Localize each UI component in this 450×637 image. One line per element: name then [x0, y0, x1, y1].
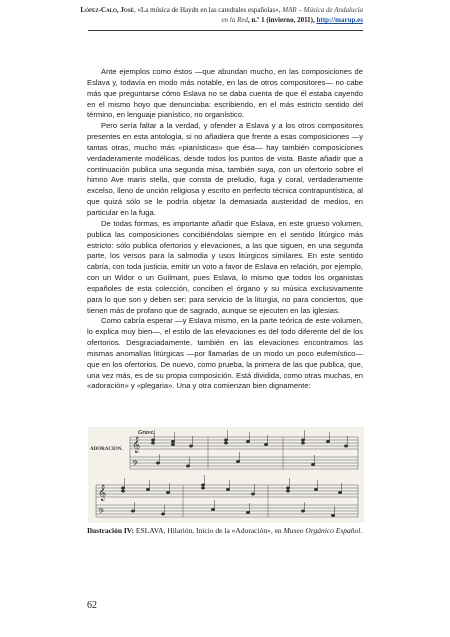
caption-end: . — [360, 526, 363, 535]
caption-source: Museo Orgánico Español — [283, 526, 361, 535]
header-divider — [88, 30, 363, 31]
paragraph-1: Ante ejemplos como éstos —que abundan mucho, en las composiciones de Eslava y, todavía en modo más notable, en las de otros compositores— no cabe más que preguntarse cómo Eslava no se daba cuenta de que él estaba cayendo en el mismo hoyo que denunciaba: escribiendo, en el más estricto sentido del término, en lenguaje pianístico, no organístico. — [87, 67, 363, 120]
header-title: , «La música de Haydn en las catedrales españolas», — [133, 6, 281, 14]
svg-text:𝄞: 𝄞 — [132, 437, 141, 453]
paragraph-4: Como cabría esperar —y Eslava mismo, en la parte teórica de este volumen, lo explica muy bien—, el estilo de las elevaciones es del todo diferente del de los ofertorios. Desgraciadamente, también en las elevaciones encontramos las mismas anomalías litúrgicas —por llamarlas de un modo un poco eufemístico— que en los ofertorios. De nuevo, como prueba, la primera de las que publica, que, una vez más, es de su propia composición. Está dividida, como otras muchas, en «adoración» y «plegaria». Una y otra comienzan bien dignamente: — [87, 316, 363, 391]
caption-label: Ilustración IV: — [87, 526, 135, 535]
header-url-link[interactable]: http://marup.es — [316, 16, 363, 24]
running-header — [33, 5, 363, 25]
caption-text: ESLAVA, Hilarión, Inicio de la «Adoración», en — [134, 526, 284, 535]
body-text — [87, 67, 363, 392]
paragraph-2: Pero sería faltar a la verdad, y ofender a Eslava y a los otros compositores presentes en esta antología, si no añadiera que frente a esas composiciones —y tantas otras, mucho más «pianísticas» que ésa— hay también composiciones verdaderamente modélicas, desde todos los puntos de vista. Baste añadir que a continuación publica una segunda misa, también suya, con un ofertorio sobre el himno Ave maris stella, que consta de preludio, fuga y coral, verdaderamente excelso, lleno de unción religiosa y escrito en perfecto técnica contrapuntística, al que quizá sólo se le podría objetar la demasiada austeridad de medios, en particular en la fuga. — [87, 121, 363, 217]
header-issue: , n.º 1 (invierno, 2011), — [247, 16, 315, 24]
svg-text:𝄢: 𝄢 — [132, 460, 139, 471]
page-number: 62 — [87, 600, 97, 611]
header-journal: MAR – Música de Andalucía — [282, 6, 363, 14]
music-score-illustration — [88, 427, 364, 523]
score-tempo-marking: Grave. — [138, 430, 155, 436]
paragraph-3: De todas formas, es importante añadir que Eslava, en este grueso volumen, publica las composiciones concibiéndolas siempre en el sentido litúrgico más estricto: sólo publica ofertorios y elevaciones, a las que siguen, en una segunda parte, los versos para la salmodia y usos litúrgicos similares. En este sentido cabría, con toda justicia, emitir un voto a favor de Eslava en relación, por ejemplo, con un Widor o un Guilmant, pues Eslava, lo mismo que todos los organistas españoles de esta colección, conciben el órgano y su música exclusivamente para lo que son y deben ser: para servicio de la liturgia, no para conciertos, que tienen más de profano que de sagrado, aunque se ejecuten en las iglesias. — [87, 218, 363, 315]
svg-text:𝄞: 𝄞 — [98, 485, 107, 501]
score-section-label: ADORACION. — [90, 447, 123, 452]
svg-text:𝄢: 𝄢 — [98, 508, 105, 519]
header-line2-prefix: en la Red — [221, 16, 248, 24]
header-line-2 — [33, 15, 363, 25]
header-author: López-Calo, José — [80, 6, 134, 14]
header-line-1 — [33, 5, 363, 15]
figure-caption — [87, 526, 387, 536]
